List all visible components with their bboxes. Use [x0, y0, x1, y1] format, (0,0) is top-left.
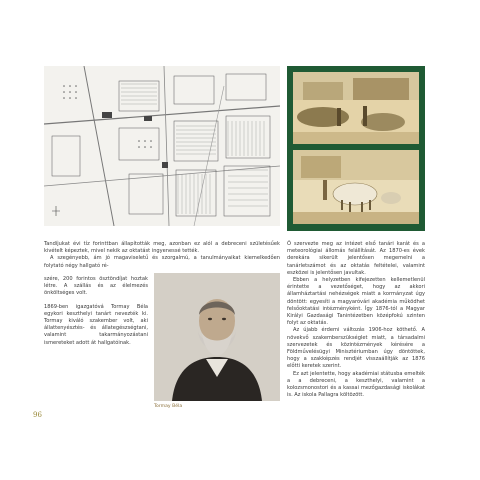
postcard-frame: [287, 66, 425, 231]
paragraph: Ő szervezte meg az intézet első tanári karát és a meteorológiai állomás felállítását. Az 1870-es évek derekára sikerült jelentősen megemelni a tanárletszámot és az oktatás feltételei, valamint eszközei is jelentősen javultak.: [287, 241, 425, 276]
paragraph: Ez azt jelentette, hogy akadémiai státusba emelték a a debreceni, a keszthelyi, valamint a kolozsmonostori és a kassai mezőgazdasági iskolákat is. Az iskola Pallagra költözött.: [287, 370, 425, 399]
portrait-drawing: [154, 273, 280, 401]
estate-map-image: [44, 66, 280, 226]
paragraph: Az újabb érdemi változás 1906-hoz köthető. A növekvő szakemberszükséglet miatt, a társadalmi szervezetek és közintézmények kérésére a Földművelésügyi Minisztériumban úgy döntöttek, hogy a szakképzés rendjét visszaállítják az 1876 előtti keretek szerint.: [287, 327, 425, 370]
postcard-photo-garden-drawing: [293, 72, 419, 144]
paragraph: Tandíjukat évi tíz forinttban állapították meg, azonban ez alól a debreceni születésűek kivételt képeztek, mivel nekik az oktatást ingyenessé tették.: [44, 241, 280, 255]
portrait-caption: Tormay Béla: [154, 404, 183, 409]
left-column-narrow-text: [44, 276, 148, 347]
estate-map-drawing: [44, 66, 280, 226]
paragraph: 1869-ben igazgatóvá Tormay Béla egykori keszthelyi tanárt nevezték ki. Tormay kiváló szakember volt, aki állattenyésztés- és állategészségtani, valamint takarmányozástani ismereteket adott át hallgatóinak.: [44, 303, 148, 346]
paragraph: A szegényebb, ám jó magaviseletű és szorgalmú, a tanulmányaikat kiemelkedően folytató négy hallgató ré-: [44, 255, 280, 269]
paragraph: szére, 200 forintos ösztöndíjat hoztak létre. A szállás és az élelmezés önköltséges volt.: [44, 276, 148, 297]
postcard-photo-garden: [293, 72, 419, 144]
postcard-photo-animals: [293, 150, 419, 224]
portrait-photo: [154, 273, 280, 401]
left-column-top-text: [44, 241, 280, 270]
paragraph: Ebben a helyzetben kifejezetten kellemetlenül érintette a vezetőséget, hogy az akkori államháztartási nehézségek miatt a kormányzat úgy döntött: egyesíti a magyaróvári akadémia működhet felsőoktatási intézményként. Így 1876-tól a Magyar Királyi Gazdasági Tanintézetben középfokú szinten folyt az oktatás.: [287, 277, 425, 327]
postcard-photo-animals-drawing: [293, 150, 419, 224]
right-column-text: [287, 241, 425, 399]
page-number: 96: [33, 411, 42, 419]
